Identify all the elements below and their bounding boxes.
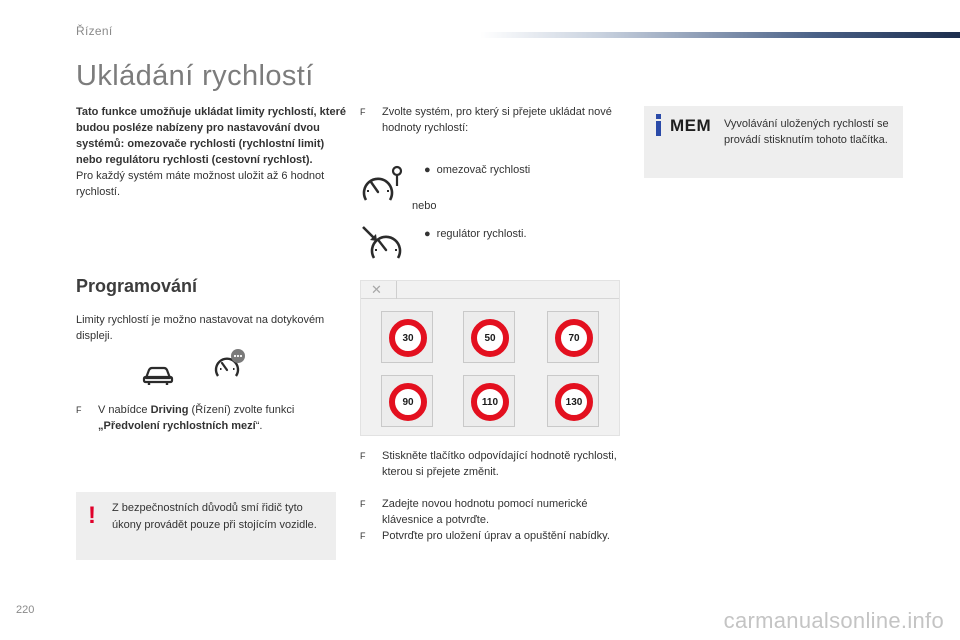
- speed-sign-icon: 70: [555, 319, 593, 357]
- speed-limiter-icon: [360, 164, 408, 206]
- step-marker-icon: F: [76, 405, 82, 415]
- step-choose-system: [360, 104, 622, 136]
- step-open-function: [76, 402, 338, 434]
- speed-preset-button[interactable]: [547, 375, 599, 427]
- step-prefix: V nabídce: [98, 404, 151, 416]
- speed-preset-button[interactable]: [381, 311, 433, 363]
- bullet-dot-icon: ●: [424, 164, 431, 176]
- programming-title: Programování: [76, 276, 198, 296]
- step-marker-icon: F: [360, 531, 366, 541]
- mem-button-label: MEM: [670, 116, 712, 135]
- speed-sign-icon: 130: [555, 383, 593, 421]
- step-marker-icon: F: [360, 499, 366, 509]
- car-icon: [142, 364, 174, 386]
- cruise-control-icon: [360, 224, 408, 264]
- speed-sign-icon: 30: [389, 319, 427, 357]
- speedometer-settings-icon: [212, 348, 246, 382]
- close-icon[interactable]: ✕: [371, 282, 382, 297]
- watermark: carmanualsonline.info: [723, 608, 944, 633]
- step-marker-icon: F: [360, 451, 366, 461]
- warning-box: [76, 492, 336, 560]
- toolbar-divider: [396, 281, 397, 299]
- step-confirm: [360, 528, 622, 544]
- speed-presets-screen: [360, 280, 620, 436]
- step-suffix: “.: [255, 420, 263, 432]
- mem-info-box: [644, 106, 903, 178]
- step-marker-icon: F: [360, 107, 366, 117]
- warning-icon: !: [88, 502, 96, 529]
- step-open-function-text: [76, 402, 338, 434]
- speed-preset-button[interactable]: [547, 311, 599, 363]
- info-icon: [654, 114, 664, 136]
- cruise-label: regulátor rychlosti.: [436, 228, 527, 240]
- page-number: 220: [16, 604, 35, 616]
- speed-sign-icon: 50: [471, 319, 509, 357]
- or-separator: nebo: [412, 200, 437, 212]
- intro-paragraph: [76, 104, 346, 200]
- warning-text: Z bezpečnostních důvodů smí řidič tyto úkony provádět pouze při stojícím vozidle.: [112, 502, 317, 531]
- screen-toolbar: [361, 281, 619, 299]
- step-enter-value: [360, 496, 622, 528]
- limiter-label: omezovač rychlosti: [436, 164, 531, 176]
- section-label: Řízení: [76, 24, 113, 38]
- limiter-item: [424, 164, 530, 176]
- speed-sign-icon: 110: [471, 383, 509, 421]
- programming-text: Limity rychlostí je možno nastavovat na dotykovém displeji.: [76, 314, 325, 342]
- step-press-button-text: Stiskněte tlačítko odpovídající hodnotě rychlosti, kterou si přejete změnit.: [382, 450, 617, 478]
- bullet-dot-icon: ●: [424, 228, 431, 240]
- step-choose-system-text: Zvolte systém, pro který si přejete ukládat nové hodnoty rychlostí:: [382, 106, 612, 134]
- step-press-button: [360, 448, 622, 480]
- step-middle: (Řízení) zvolte funkci: [188, 404, 295, 416]
- step-confirm-text: Potvrďte pro uložení úprav a opuštění nabídky.: [382, 530, 610, 542]
- step-function: „Předvolení rychlostních mezí: [98, 420, 256, 432]
- speed-preset-button[interactable]: [463, 311, 515, 363]
- intro-bold: Tato funkce umožňuje ukládat limity rychlostí, které budou posléze nabízeny pro nastavování dvou systémů: omezovače rychlosti (rychlostní limit) nebo regulátoru rychlosti (cestovní rychlost).: [76, 106, 346, 166]
- speed-sign-icon: 90: [389, 383, 427, 421]
- page-title: Ukládání rychlostí: [76, 60, 314, 92]
- mem-info-text: Vyvolávání uložených rychlostí se provádí stisknutím tohoto tlačítka.: [724, 118, 889, 146]
- step-driving: Driving: [150, 404, 189, 416]
- speed-preset-button[interactable]: [381, 375, 433, 427]
- intro-normal: Pro každý systém máte možnost uložit až 6 hodnot rychlostí.: [76, 170, 325, 198]
- step-enter-value-text: Zadejte novou hodnotu pomocí numerické klávesnice a potvrďte.: [382, 498, 588, 526]
- speed-preset-button[interactable]: [463, 375, 515, 427]
- cruise-item: [424, 228, 527, 240]
- header-bar: [480, 32, 960, 38]
